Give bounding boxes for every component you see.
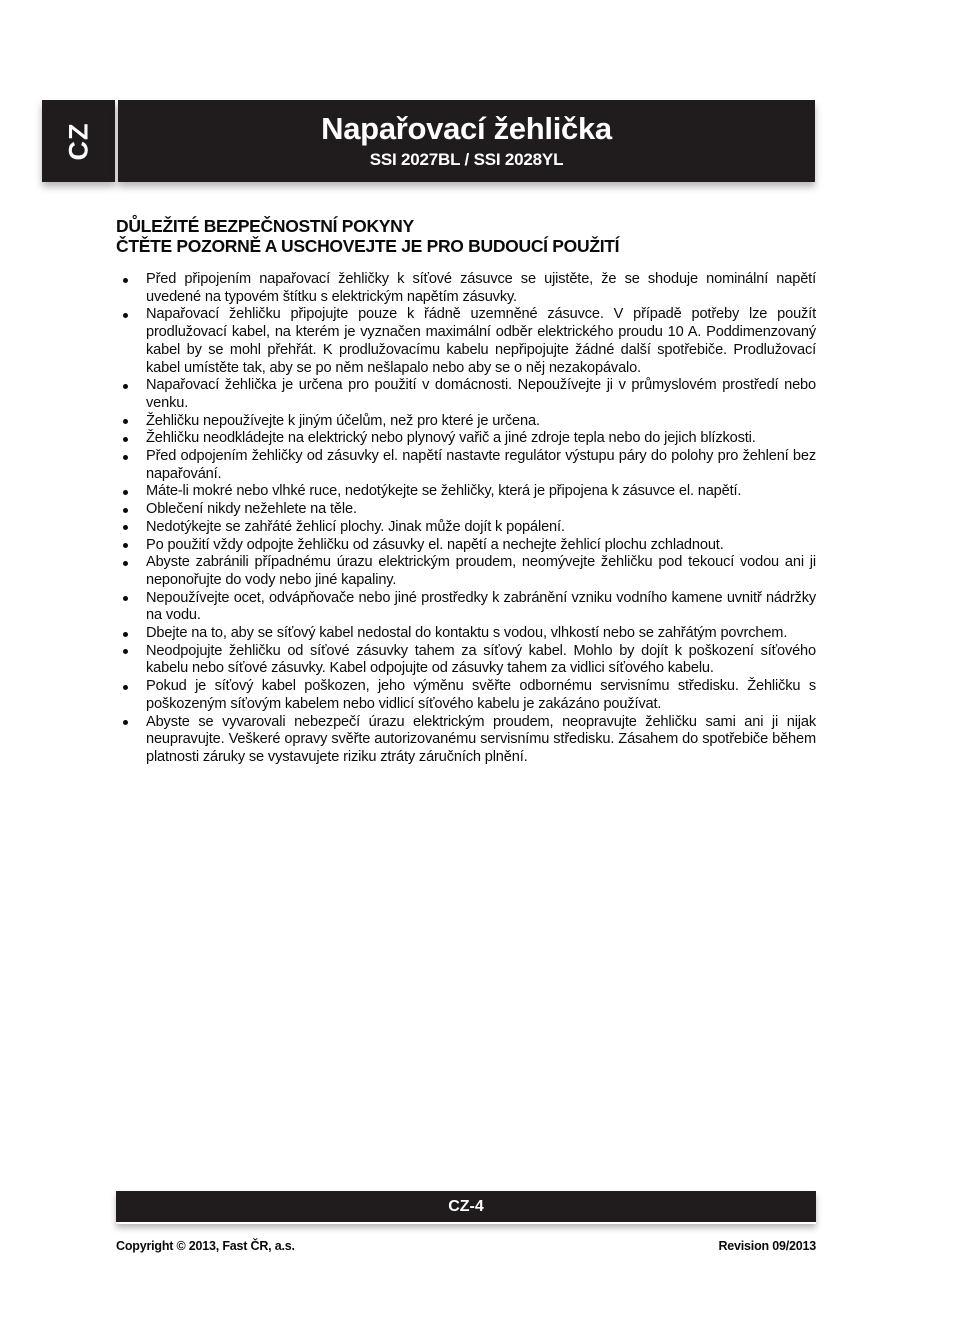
safety-instruction-item: Před připojením napařovací žehličky k síťové zásuvce se ujistěte, že se shoduje nominální napětí uvedené na typovém štítku s elektrickým napětím zásuvky. xyxy=(116,271,816,306)
safety-instruction-item: Máte-li mokré nebo vlhké ruce, nedotýkejte se žehličky, která je připojena k zásuvce el. napětí. xyxy=(116,483,816,501)
model-numbers: SSI 2027BL / SSI 2028YL xyxy=(369,150,564,170)
safety-instruction-item: Oblečení nikdy nežehlete na těle. xyxy=(116,501,816,519)
footer-meta xyxy=(116,1239,816,1253)
page-title: Napařovací žehlička xyxy=(321,110,612,146)
language-tab-label: CZ xyxy=(63,122,93,160)
footer-page-bar xyxy=(116,1191,816,1224)
safety-instruction-item: Napařovací žehličku připojujte pouze k řádně uzemněné zásuvce. V případě potřeby lze použít prodlužovací kabel, na kterém je vyznačen maximální odběr elektrického proudu 10 A. Poddimenzovaný kabel by se mohl přehřát. K prodlužovacímu kabelu nepřipojujte žádné další spotřebiče. Prodlužovací kabel umístěte tak, aby se po něm nešlapalo nebo aby se o něj nezakopávalo. xyxy=(116,306,816,377)
safety-instruction-item: Abyste se vyvarovali nebezpečí úrazu elektrickým proudem, neopravujte žehličku sami ani ji nijak neupravujte. Veškeré opravy svěřte autorizovanému servisnímu středisku. Zásahem do spotřebiče během platnosti záruky se vystavujete riziku ztráty záručních plnění. xyxy=(116,714,816,767)
safety-instruction-item: Po použití vždy odpojte žehličku od zásuvky el. napětí a nechejte žehlicí plochu zchladnout. xyxy=(116,537,816,555)
safety-instruction-item: Dbejte na to, aby se síťový kabel nedostal do kontaktu s vodou, vlhkostí nebo se zahřátým povrchem. xyxy=(116,625,816,643)
safety-instruction-item: Abyste zabránili případnému úrazu elektrickým proudem, neomývejte žehličku pod tekoucí vodou ani ji neponořujte do vody nebo jiné kapaliny. xyxy=(116,554,816,589)
header-title-bar xyxy=(118,100,815,182)
page-number-label: CZ-4 xyxy=(448,1197,484,1215)
safety-instruction-item: Žehličku nepoužívejte k jiným účelům, než pro které je určena. xyxy=(116,413,816,431)
safety-instruction-item: Neodpojujte žehličku od síťové zásuvky tahem za síťový kabel. Mohlo by dojít k poškození síťového kabelu nebo síťové zásuvky. Kabel odpojujte od zásuvky tahem za vidlici síťového kabelu. xyxy=(116,643,816,678)
safety-instruction-item: Žehličku neodkládejte na elektrický nebo plynový vařič a jiné zdroje tepla nebo do jejich blízkosti. xyxy=(116,430,816,448)
page-header xyxy=(42,100,815,182)
safety-instruction-item: Před odpojením žehličky od zásuvky el. napětí nastavte regulátor výstupu páry do polohy pro žehlení bez napařování. xyxy=(116,448,816,483)
revision-text: Revision 09/2013 xyxy=(718,1239,816,1253)
safety-instructions-list xyxy=(116,271,816,767)
safety-instruction-item: Pokud je síťový kabel poškozen, jeho výměnu svěřte odbornému servisnímu středisku. Žehličku s poškozeným síťovým kabelem nebo vidlicí síťového kabelu je zakázáno používat. xyxy=(116,678,816,713)
safety-instruction-item: Nedotýkejte se zahřáté žehlicí plochy. Jinak může dojít k popálení. xyxy=(116,519,816,537)
content-column xyxy=(116,216,816,767)
heading-read-carefully: ČTĚTE POZORNĚ A USCHOVEJTE JE PRO BUDOUCÍ POUŽITÍ xyxy=(116,236,620,256)
heading-safety-instructions: DŮLEŽITÉ BEZPEČNOSTNÍ POKYNY xyxy=(116,216,414,236)
language-tab xyxy=(42,100,115,182)
safety-instruction-item: Napařovací žehlička je určena pro použití v domácnosti. Nepoužívejte ji v průmyslovém prostředí nebo venku. xyxy=(116,377,816,412)
copyright-text: Copyright © 2013, Fast ČR, a.s. xyxy=(116,1239,295,1253)
safety-instruction-item: Nepoužívejte ocet, odvápňovače nebo jiné prostředky k zabránění vzniku vodního kamene uvnitř nádržky na vodu. xyxy=(116,590,816,625)
section-headings xyxy=(116,216,816,256)
